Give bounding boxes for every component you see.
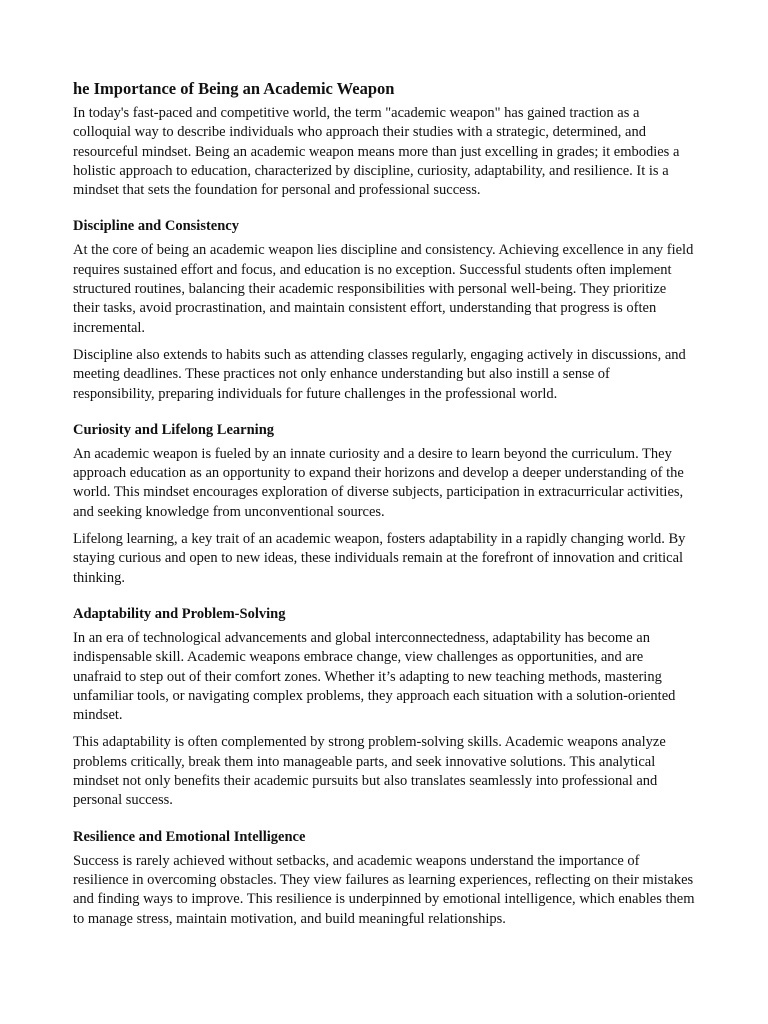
- section-paragraph: In an era of technological advancements and global interconnectedness, adaptability has become an indispensable skill. Academic weapons embrace change, view challenges as opportunities, and are unafraid to step out of their comfort zones. Whether it’s adapting to new teaching methods, mastering unfamiliar tools, or navigating complex problems, they approach each situation with a solution-oriented mindset.: [73, 629, 676, 724]
- document-page: [73, 78, 695, 937]
- section-heading: Adaptability and Problem-Solving: [73, 605, 286, 622]
- intro-paragraph: In today's fast-paced and competitive world, the term "academic weapon" has gained traction as a colloquial way to describe individuals who approach their studies with a strategic, determined, and resourceful mindset. Being an academic weapon means more than just excelling in grades; it embodies a holistic approach to education, characterized by discipline, curiosity, adaptability, and resilience. It is a mindset that sets the foundation for personal and professional success.: [73, 105, 680, 199]
- section-paragraph: At the core of being an academic weapon lies discipline and consistency. Achieving excellence in any field requires sustained effort and focus, and education is no exception. Successful students often implement structured routines, balancing their academic responsibilities with personal well-being. They prioritize their tasks, avoid procrastination, and maintain consistent effort, understanding that progress is often incremental.: [73, 242, 694, 336]
- section-heading: Curiosity and Lifelong Learning: [73, 421, 275, 438]
- section-paragraph: Success is rarely achieved without setbacks, and academic weapons understand the importance of resilience in overcoming obstacles. They view failures as learning experiences, reflecting on their mistakes and finding ways to improve. This resilience is underpinned by emotional intelligence, which enables them to manage stress, maintain motivation, and build meaningful relationships.: [73, 852, 695, 927]
- section-paragraph: This adaptability is often complemented by strong problem-solving skills. Academic weapons analyze problems critically, break them into manageable parts, and seek innovative solutions. This analytical mindset not only benefits their academic pursuits but also translates seamlessly into professional and personal success.: [73, 734, 666, 809]
- section-paragraph: An academic weapon is fueled by an innate curiosity and a desire to learn beyond the curriculum. They approach education as an opportunity to expand their horizons and develop a deeper understanding of the world. This mindset encourages exploration of diverse subjects, participation in extracurricular activities, and seeking knowledge from unconventional sources.: [73, 445, 684, 520]
- section-discipline: [73, 216, 695, 403]
- section-heading: Discipline and Consistency: [73, 218, 239, 235]
- section-heading: Resilience and Emotional Intelligence: [73, 828, 306, 845]
- section-resilience: [73, 827, 695, 929]
- section-paragraph: Lifelong learning, a key trait of an academic weapon, fosters adaptability in a rapidly changing world. By staying curious and open to new ideas, these individuals remain at the forefront of innovation and critical thinking.: [73, 531, 686, 586]
- document-title: he Importance of Being an Academic Weapon: [73, 79, 395, 98]
- section-adaptability: [73, 604, 695, 811]
- section-curiosity: [73, 420, 695, 588]
- section-paragraph: Discipline also extends to habits such as attending classes regularly, engaging actively in discussions, and meeting deadlines. These practices not only enhance understanding but also instill a sense of responsibility, preparing individuals for future challenges in the professional world.: [73, 346, 686, 402]
